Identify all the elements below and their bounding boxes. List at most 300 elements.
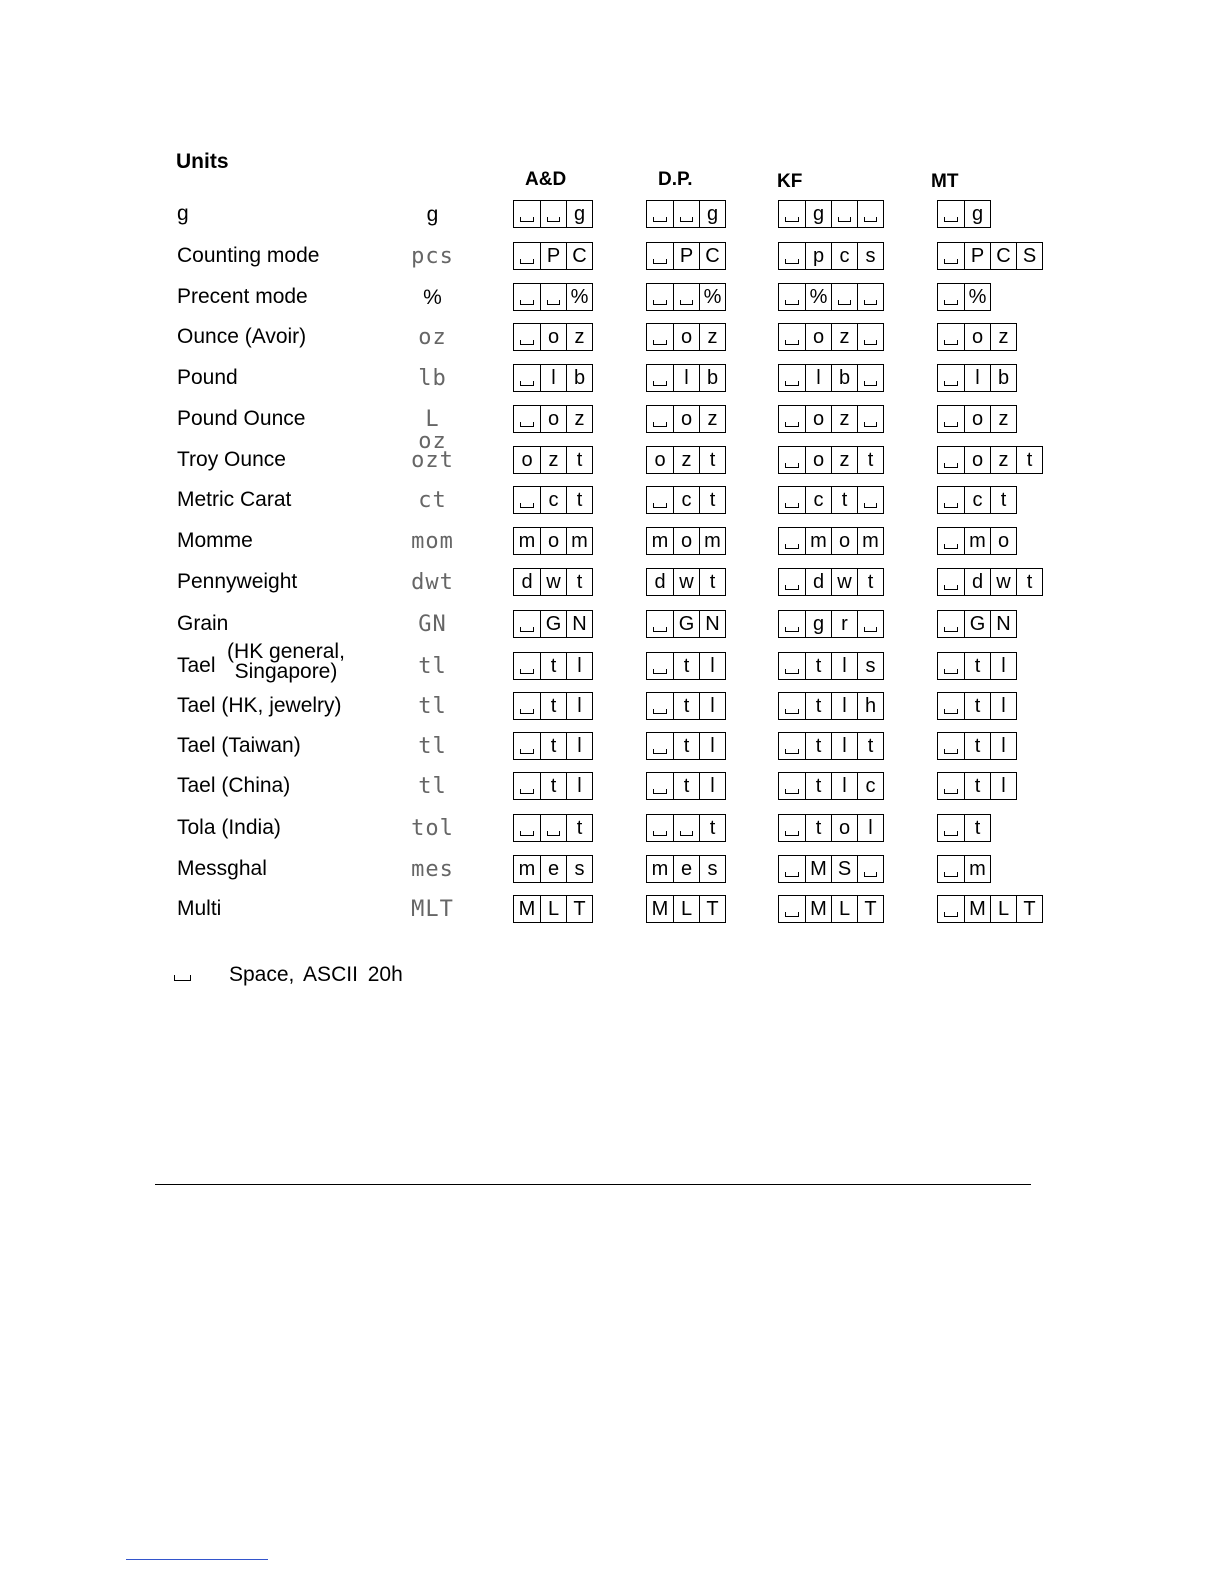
code-char: z xyxy=(540,447,566,473)
space-symbol-icon xyxy=(514,773,540,799)
code-char: t xyxy=(673,653,699,679)
code-char: C xyxy=(566,243,592,269)
code-char: M xyxy=(805,896,831,922)
code-char: t xyxy=(673,693,699,719)
code-char: l xyxy=(699,773,725,799)
code-char: t xyxy=(566,569,592,595)
code-char: g xyxy=(566,201,592,227)
unit-code-kf xyxy=(778,527,884,555)
unit-code-mt xyxy=(937,364,1017,392)
code-char: T xyxy=(566,896,592,922)
code-char: g xyxy=(964,201,990,227)
space-symbol-icon xyxy=(831,284,857,310)
unit-code-dp xyxy=(646,814,726,842)
display-symbol: lb xyxy=(418,366,447,391)
code-char: g xyxy=(805,201,831,227)
code-char: z xyxy=(566,324,592,350)
space-symbol-icon xyxy=(647,324,673,350)
code-char: t xyxy=(857,447,883,473)
space-symbol-icon xyxy=(673,815,699,841)
code-char: o xyxy=(805,324,831,350)
space-symbol-icon xyxy=(938,406,964,432)
unit-code-kf xyxy=(778,610,884,638)
unit-name: Messghal xyxy=(177,857,267,880)
code-char: c xyxy=(805,487,831,513)
code-char: o xyxy=(964,447,990,473)
display-symbol: GN xyxy=(418,612,447,637)
code-char: e xyxy=(540,856,566,882)
space-symbol-icon xyxy=(938,487,964,513)
code-char: C xyxy=(699,243,725,269)
space-symbol-icon xyxy=(779,896,805,922)
code-char: l xyxy=(831,693,857,719)
unit-code-and xyxy=(513,486,593,514)
code-char: t xyxy=(540,653,566,679)
space-symbol-icon xyxy=(174,975,191,981)
code-char: l xyxy=(566,693,592,719)
code-char: L xyxy=(990,896,1016,922)
space-symbol-icon xyxy=(779,284,805,310)
unit-code-kf xyxy=(778,283,884,311)
unit-code-mt xyxy=(937,610,1017,638)
unit-code-mt xyxy=(937,568,1043,596)
unit-name: Tael (Taiwan) xyxy=(177,734,301,757)
unit-name: Pennyweight xyxy=(177,570,298,593)
space-symbol-icon xyxy=(647,693,673,719)
page-title: Units xyxy=(176,150,229,173)
code-char: P xyxy=(673,243,699,269)
unit-name: Grain xyxy=(177,612,229,635)
code-char: h xyxy=(857,693,883,719)
code-char: m xyxy=(699,528,725,554)
legend-text: Space, ASCII 20h xyxy=(229,963,403,986)
code-char: c xyxy=(831,243,857,269)
column-header-dp: D.P. xyxy=(658,169,693,190)
code-char: g xyxy=(699,201,725,227)
unit-name: Momme xyxy=(177,529,253,552)
code-char: l xyxy=(673,365,699,391)
code-char: l xyxy=(540,365,566,391)
space-symbol-icon xyxy=(857,856,883,882)
unit-code-kf xyxy=(778,364,884,392)
unit-code-mt xyxy=(937,814,991,842)
space-symbol-icon xyxy=(647,201,673,227)
code-char: o xyxy=(805,447,831,473)
unit-code-dp xyxy=(646,283,726,311)
unit-code-dp xyxy=(646,568,726,596)
space-symbol-icon xyxy=(938,856,964,882)
code-char: l xyxy=(990,773,1016,799)
unit-code-mt xyxy=(937,692,1017,720)
space-symbol-icon xyxy=(831,201,857,227)
space-symbol-icon xyxy=(779,365,805,391)
code-char: o xyxy=(990,528,1016,554)
code-char: c xyxy=(673,487,699,513)
code-char: L xyxy=(673,896,699,922)
space-symbol-icon xyxy=(514,653,540,679)
code-char: N xyxy=(990,611,1016,637)
code-char: m xyxy=(964,856,990,882)
unit-code-mt xyxy=(937,652,1017,680)
space-symbol-icon xyxy=(779,856,805,882)
unit-name: Precent mode xyxy=(177,285,308,308)
space-symbol-icon xyxy=(514,487,540,513)
code-char: t xyxy=(699,447,725,473)
column-header-mt: MT xyxy=(931,171,959,192)
unit-name: Pound xyxy=(177,366,238,389)
unit-code-and xyxy=(513,568,593,596)
code-char: t xyxy=(964,733,990,759)
unit-code-dp xyxy=(646,200,726,228)
code-char: t xyxy=(566,487,592,513)
unit-code-and xyxy=(513,610,593,638)
code-char: t xyxy=(1016,447,1042,473)
code-char: d xyxy=(521,570,533,593)
unit-code-mt xyxy=(937,446,1043,474)
unit-code-and xyxy=(513,814,593,842)
unit-code-kf xyxy=(778,855,884,883)
space-symbol-icon xyxy=(779,528,805,554)
display-symbol: g xyxy=(426,203,439,226)
code-char: l xyxy=(566,773,592,799)
code-char: l xyxy=(699,693,725,719)
code-char: t xyxy=(699,487,725,513)
code-char: l xyxy=(831,773,857,799)
code-char: t xyxy=(1016,569,1042,595)
unit-code-and xyxy=(513,242,593,270)
display-symbol: pcs xyxy=(411,244,454,269)
unit-code-dp xyxy=(646,692,726,720)
space-symbol-icon xyxy=(938,284,964,310)
code-char: l xyxy=(699,733,725,759)
code-char: t xyxy=(857,733,883,759)
unit-code-dp xyxy=(646,652,726,680)
space-symbol-icon xyxy=(779,406,805,432)
display-symbol: tol xyxy=(411,816,454,841)
code-char: w xyxy=(990,569,1016,595)
space-symbol-icon xyxy=(938,896,964,922)
space-symbol-icon xyxy=(779,487,805,513)
space-symbol-icon xyxy=(779,569,805,595)
code-char: t xyxy=(857,569,883,595)
code-char: M xyxy=(518,897,536,920)
code-char: m xyxy=(805,528,831,554)
code-char: % xyxy=(805,284,831,310)
code-char: N xyxy=(699,611,725,637)
code-char: c xyxy=(857,773,883,799)
code-char: z xyxy=(831,447,857,473)
space-symbol-icon xyxy=(779,201,805,227)
code-char: S xyxy=(831,856,857,882)
unit-code-and xyxy=(513,895,593,923)
unit-code-kf xyxy=(778,568,884,596)
space-symbol-icon xyxy=(514,733,540,759)
code-char: w xyxy=(540,569,566,595)
footer-divider xyxy=(155,1184,1031,1185)
code-char: m xyxy=(566,528,592,554)
unit-code-kf xyxy=(778,772,884,800)
unit-code-and xyxy=(513,283,593,311)
unit-code-dp xyxy=(646,772,726,800)
unit-code-dp xyxy=(646,242,726,270)
unit-code-kf xyxy=(778,446,884,474)
code-char: z xyxy=(990,447,1016,473)
code-char: s xyxy=(857,653,883,679)
unit-name: Tola (India) xyxy=(177,816,281,839)
space-symbol-icon xyxy=(857,324,883,350)
code-char: L xyxy=(831,896,857,922)
code-char: % xyxy=(964,284,990,310)
display-symbol: dwt xyxy=(411,570,454,595)
space-symbol-icon xyxy=(514,611,540,637)
code-char: M xyxy=(964,896,990,922)
space-symbol-icon xyxy=(647,733,673,759)
code-char: T xyxy=(1016,896,1042,922)
code-char: g xyxy=(805,611,831,637)
space-symbol-icon xyxy=(938,773,964,799)
space-symbol-icon xyxy=(673,201,699,227)
space-symbol-icon xyxy=(938,733,964,759)
column-header-kf: KF xyxy=(777,171,803,192)
space-symbol-icon xyxy=(647,487,673,513)
unit-code-mt xyxy=(937,855,991,883)
space-symbol-icon xyxy=(938,365,964,391)
unit-name: Tael xyxy=(177,654,216,677)
code-char: l xyxy=(699,653,725,679)
code-char: t xyxy=(805,653,831,679)
code-char: z xyxy=(699,324,725,350)
unit-name: Metric Carat xyxy=(177,488,292,511)
space-symbol-icon xyxy=(647,653,673,679)
space-symbol-icon xyxy=(540,201,566,227)
code-char: z xyxy=(831,324,857,350)
display-symbol: tl xyxy=(418,694,447,719)
code-char: % xyxy=(566,284,592,310)
space-symbol-icon xyxy=(938,324,964,350)
code-char: l xyxy=(831,733,857,759)
space-symbol-icon xyxy=(647,611,673,637)
code-char: s xyxy=(699,856,725,882)
code-char: z xyxy=(990,324,1016,350)
space-symbol-icon xyxy=(938,653,964,679)
code-char: z xyxy=(990,406,1016,432)
space-symbol-icon xyxy=(857,406,883,432)
unit-code-and xyxy=(513,772,593,800)
code-char: b xyxy=(699,365,725,391)
unit-code-dp xyxy=(646,895,726,923)
space-symbol-icon xyxy=(647,406,673,432)
code-char: t xyxy=(964,693,990,719)
unit-name: Tael (China) xyxy=(177,774,291,797)
space-symbol-icon xyxy=(514,243,540,269)
code-char: t xyxy=(831,487,857,513)
unit-code-and xyxy=(513,692,593,720)
code-char: t xyxy=(673,733,699,759)
space-symbol-icon xyxy=(514,324,540,350)
unit-code-kf xyxy=(778,692,884,720)
unit-code-dp xyxy=(646,527,726,555)
space-symbol-icon xyxy=(938,528,964,554)
code-char: G xyxy=(540,611,566,637)
code-char: t xyxy=(540,773,566,799)
code-char: S xyxy=(1016,243,1042,269)
unit-code-mt xyxy=(937,200,991,228)
space-symbol-icon xyxy=(514,284,540,310)
unit-code-mt xyxy=(937,527,1017,555)
unit-code-and xyxy=(513,405,593,433)
space-symbol-icon xyxy=(647,365,673,391)
unit-code-and xyxy=(513,200,593,228)
code-char: P xyxy=(964,243,990,269)
unit-code-and xyxy=(513,855,593,883)
space-symbol-icon xyxy=(647,815,673,841)
display-symbol: % xyxy=(423,286,442,309)
space-symbol-icon xyxy=(779,653,805,679)
code-char: p xyxy=(805,243,831,269)
space-symbol-icon xyxy=(514,815,540,841)
unit-code-dp xyxy=(646,855,726,883)
code-char: l xyxy=(566,653,592,679)
space-symbol-icon xyxy=(857,487,883,513)
space-symbol-icon xyxy=(938,611,964,637)
code-char: r xyxy=(831,611,857,637)
display-symbol: oz xyxy=(418,325,447,350)
space-symbol-icon xyxy=(938,815,964,841)
code-char: w xyxy=(673,569,699,595)
space-symbol-icon xyxy=(514,693,540,719)
code-char: t xyxy=(540,733,566,759)
space-symbol-icon xyxy=(647,284,673,310)
space-symbol-icon xyxy=(779,243,805,269)
unit-code-kf xyxy=(778,895,884,923)
code-char: s xyxy=(857,243,883,269)
code-char: o xyxy=(540,406,566,432)
code-char: o xyxy=(654,448,666,471)
code-char: t xyxy=(805,693,831,719)
code-char: t xyxy=(699,815,725,841)
display-symbol: ozt xyxy=(411,448,454,473)
space-symbol-icon xyxy=(779,447,805,473)
space-symbol-icon xyxy=(779,693,805,719)
space-symbol-icon xyxy=(647,243,673,269)
code-char: s xyxy=(566,856,592,882)
unit-code-mt xyxy=(937,732,1017,760)
code-char: t xyxy=(805,733,831,759)
unit-code-kf xyxy=(778,732,884,760)
code-char: z xyxy=(699,406,725,432)
code-char: M xyxy=(805,856,831,882)
unit-code-kf xyxy=(778,814,884,842)
code-char: o xyxy=(831,528,857,554)
code-char: t xyxy=(990,487,1016,513)
code-char: l xyxy=(990,733,1016,759)
unit-code-kf xyxy=(778,323,884,351)
space-symbol-icon xyxy=(857,611,883,637)
display-symbol: tl xyxy=(418,774,447,799)
unit-name: g xyxy=(177,202,189,225)
unit-code-and xyxy=(513,732,593,760)
space-symbol-icon xyxy=(938,693,964,719)
code-char: o xyxy=(805,406,831,432)
code-char: z xyxy=(831,406,857,432)
code-char: l xyxy=(805,365,831,391)
code-char: m xyxy=(651,529,669,552)
unit-code-and xyxy=(513,323,593,351)
code-char: d xyxy=(654,570,666,593)
space-symbol-icon xyxy=(938,243,964,269)
code-char: m xyxy=(518,857,536,880)
display-symbol: ct xyxy=(418,488,447,513)
code-char: t xyxy=(964,773,990,799)
code-char: t xyxy=(805,815,831,841)
unit-name: Pound Ounce xyxy=(177,407,306,430)
code-char: m xyxy=(857,528,883,554)
code-char: c xyxy=(540,487,566,513)
unit-code-and xyxy=(513,446,593,474)
space-symbol-icon xyxy=(647,773,673,799)
unit-name: Multi xyxy=(177,897,222,920)
code-char: m xyxy=(518,529,536,552)
unit-code-mt xyxy=(937,772,1017,800)
space-symbol-icon xyxy=(857,201,883,227)
space-symbol-icon xyxy=(779,611,805,637)
footer-link-underline xyxy=(126,1559,268,1560)
display-symbol: tl xyxy=(418,734,447,759)
code-char: t xyxy=(673,773,699,799)
code-char: o xyxy=(540,324,566,350)
code-char: t xyxy=(964,653,990,679)
unit-code-dp xyxy=(646,610,726,638)
unit-code-and xyxy=(513,364,593,392)
unit-code-mt xyxy=(937,405,1017,433)
code-char: w xyxy=(831,569,857,595)
code-char: T xyxy=(857,896,883,922)
unit-name: Counting mode xyxy=(177,244,320,267)
display-symbol: tl xyxy=(418,654,447,679)
code-char: P xyxy=(540,243,566,269)
code-char: l xyxy=(857,815,883,841)
code-char: o xyxy=(673,406,699,432)
code-char: L xyxy=(540,896,566,922)
space-symbol-icon xyxy=(514,406,540,432)
unit-name: Troy Ounce xyxy=(177,448,286,471)
unit-code-mt xyxy=(937,486,1017,514)
code-char: b xyxy=(990,365,1016,391)
code-char: c xyxy=(964,487,990,513)
code-char: m xyxy=(651,857,669,880)
display-symbol: MLT xyxy=(411,897,454,922)
code-char: z xyxy=(673,447,699,473)
code-char: b xyxy=(566,365,592,391)
unit-code-kf xyxy=(778,652,884,680)
code-char: G xyxy=(964,611,990,637)
column-header-and: A&D xyxy=(525,169,567,190)
unit-code-mt xyxy=(937,242,1043,270)
unit-code-dp xyxy=(646,446,726,474)
unit-code-dp xyxy=(646,405,726,433)
unit-name: Tael (HK, jewelry) xyxy=(177,694,342,717)
code-char: z xyxy=(566,406,592,432)
code-char: % xyxy=(699,284,725,310)
space-symbol-icon xyxy=(514,365,540,391)
code-char: C xyxy=(990,243,1016,269)
space-symbol-icon xyxy=(938,447,964,473)
code-char: t xyxy=(964,815,990,841)
unit-code-mt xyxy=(937,323,1017,351)
unit-code-dp xyxy=(646,732,726,760)
unit-code-and xyxy=(513,527,593,555)
code-char: t xyxy=(540,693,566,719)
